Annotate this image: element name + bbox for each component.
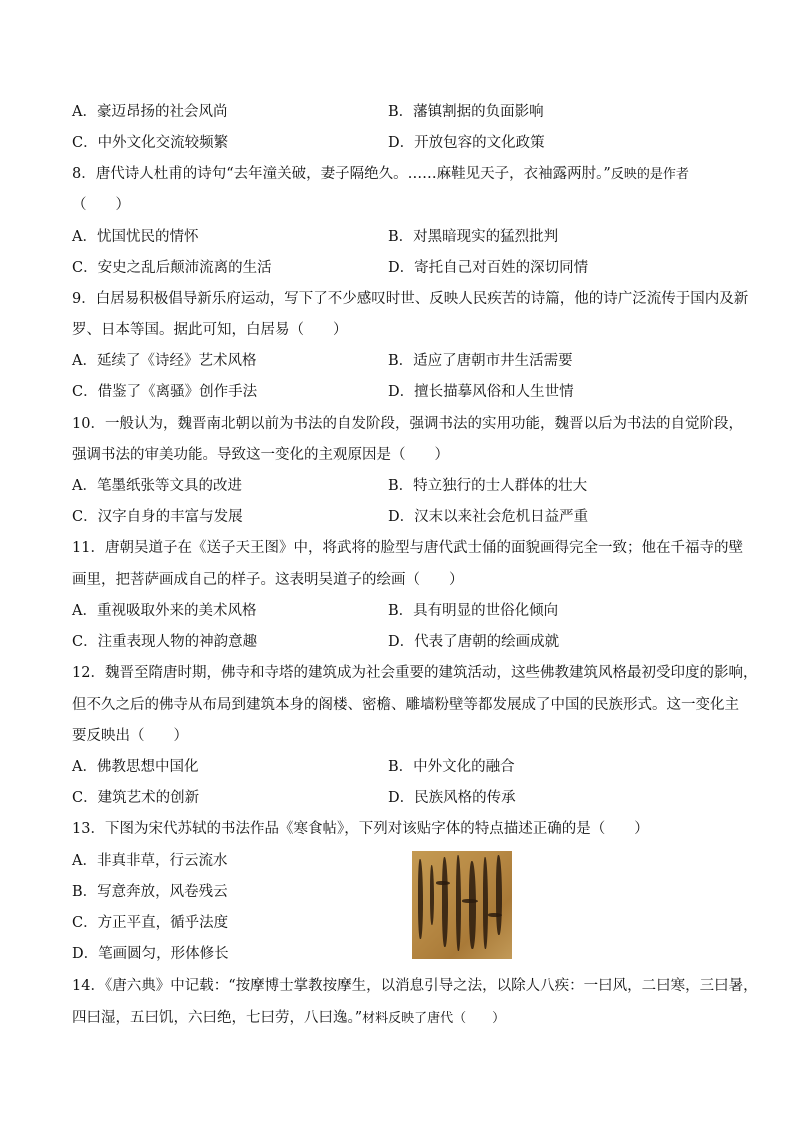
q12-stem-line3: 要反映出（ ） bbox=[72, 728, 188, 744]
brush-stroke bbox=[496, 855, 502, 935]
q12-option-a[interactable]: A．佛教思想中国化 bbox=[72, 759, 199, 775]
brush-stroke bbox=[442, 857, 448, 947]
q8-stem bbox=[72, 164, 689, 185]
q10-option-d[interactable]: D．汉末以来社会危机日益严重 bbox=[388, 509, 589, 525]
q8-option-a[interactable]: A．忧国忧民的情怀 bbox=[72, 229, 199, 245]
q13-option-a[interactable]: A．非真非草，行云流水 bbox=[72, 853, 228, 869]
hanshi-tie-calligraphy-image bbox=[412, 851, 512, 959]
brush-stroke bbox=[456, 855, 461, 951]
q10-stem-line1: 10．一般认为，魏晋南北朝以前为书法的自发阶段，强调书法的实用功能，魏晋以后为书法的自觉阶段， bbox=[72, 416, 743, 432]
q8-option-b[interactable]: B．对黑暗现实的猛烈批判 bbox=[388, 229, 559, 245]
q12-stem-line1: 12．魏晋至隋唐时期，佛寺和寺塔的建筑成为社会重要的建筑活动，这些佛教建筑风格最初受印度的影响， bbox=[72, 665, 758, 681]
q10-option-a[interactable]: A．笔墨纸张等文具的改进 bbox=[72, 478, 242, 494]
q14-stem-line2-tail: 材料反映了唐代（ ） bbox=[362, 1011, 506, 1026]
q11-option-c[interactable]: C．注重表现人物的神韵意趣 bbox=[72, 634, 258, 650]
q7-option-b[interactable]: B．藩镇割据的负面影响 bbox=[388, 104, 544, 120]
q7-option-d[interactable]: D．开放包容的文化政策 bbox=[388, 135, 545, 151]
q9-stem-line1: 9．白居易积极倡导新乐府运动，写下了不少感叹时世、反映人民疾苦的诗篇，他的诗广泛流传于国内及新 bbox=[72, 291, 749, 307]
q12-option-d[interactable]: D．民族风格的传承 bbox=[388, 790, 516, 806]
q10-stem-line2: 强调书法的审美功能。导致这一变化的主观原因是（ ） bbox=[72, 447, 449, 463]
q8-stem-text: 8．唐代诗人杜甫的诗句“去年潼关破，妻子隔绝久。……麻鞋见天子，衣袖露两肘。” bbox=[72, 166, 611, 182]
q11-stem-line2: 画里，把菩萨画成自己的样子。这表明吴道子的绘画（ ） bbox=[72, 572, 464, 588]
q11-stem-line1: 11．唐朝吴道子在《送子天王图》中，将武将的脸型与唐代武士俑的面貌画得完全一致；他在千福寺的壁 bbox=[72, 540, 743, 556]
q8-option-c[interactable]: C．安史之乱后颠沛流离的生活 bbox=[72, 260, 272, 276]
q8-answer-paren: （ ） bbox=[72, 197, 130, 213]
brush-stroke bbox=[430, 865, 434, 925]
brush-stroke bbox=[418, 859, 423, 939]
brush-stroke bbox=[483, 857, 488, 949]
q11-option-a[interactable]: A．重视吸取外来的美术风格 bbox=[72, 603, 257, 619]
q12-option-c[interactable]: C．建筑艺术的创新 bbox=[72, 790, 200, 806]
q14-stem-line2 bbox=[72, 1008, 505, 1029]
q13-option-b[interactable]: B．写意奔放，风卷残云 bbox=[72, 884, 228, 900]
q13-stem: 13．下图为宋代苏轼的书法作品《寒食帖》，下列对该贴字体的特点描述正确的是（ ） bbox=[72, 821, 649, 837]
q14-stem-line2-text: 四曰湿，五曰饥，六曰绝，七曰劳，八曰逸。” bbox=[72, 1010, 363, 1026]
q9-option-c[interactable]: C．借鉴了《离骚》创作手法 bbox=[72, 384, 258, 400]
q14-stem-line1: 14．《唐六典》中记载：“按摩博士掌教按摩生，以消息引导之法，以除人八疾：一曰风，二曰寒，三曰暑， bbox=[72, 978, 758, 994]
q10-option-c[interactable]: C．汉字自身的丰富与发展 bbox=[72, 509, 243, 525]
q11-option-b[interactable]: B．具有明显的世俗化倾向 bbox=[388, 603, 559, 619]
q11-option-d[interactable]: D．代表了唐朝的绘画成就 bbox=[388, 634, 560, 650]
q13-option-d[interactable]: D．笔画圆匀，形体修长 bbox=[72, 946, 229, 962]
q8-stem-tail: 反映的是作者 bbox=[610, 167, 689, 182]
q7-option-a[interactable]: A．豪迈昂扬的社会风尚 bbox=[72, 104, 228, 120]
q10-option-b[interactable]: B．特立独行的士人群体的壮大 bbox=[388, 478, 588, 494]
q7-option-c[interactable]: C．中外文化交流较频繁 bbox=[72, 135, 229, 151]
q13-option-c[interactable]: C．方正平直，循乎法度 bbox=[72, 915, 229, 931]
brush-stroke bbox=[436, 881, 450, 885]
q12-stem-line2: 但不久之后的佛寺从布局到建筑本身的阁楼、密檐、雕墙粉壁等都发展成了中国的民族形式。这一变化主 bbox=[72, 697, 739, 713]
q9-option-b[interactable]: B．适应了唐朝市井生活需要 bbox=[388, 353, 573, 369]
brush-stroke bbox=[488, 913, 502, 917]
q8-option-d[interactable]: D．寄托自己对百姓的深切同情 bbox=[388, 260, 589, 276]
q9-option-d[interactable]: D．擅长描摹风俗和人生世情 bbox=[388, 384, 574, 400]
q9-option-a[interactable]: A．延续了《诗经》艺术风格 bbox=[72, 353, 257, 369]
q9-stem-line2: 罗、日本等国。据此可知，白居易（ ） bbox=[72, 322, 348, 338]
q12-option-b[interactable]: B．中外文化的融合 bbox=[388, 759, 515, 775]
brush-stroke bbox=[469, 861, 476, 949]
brush-stroke bbox=[462, 899, 478, 903]
